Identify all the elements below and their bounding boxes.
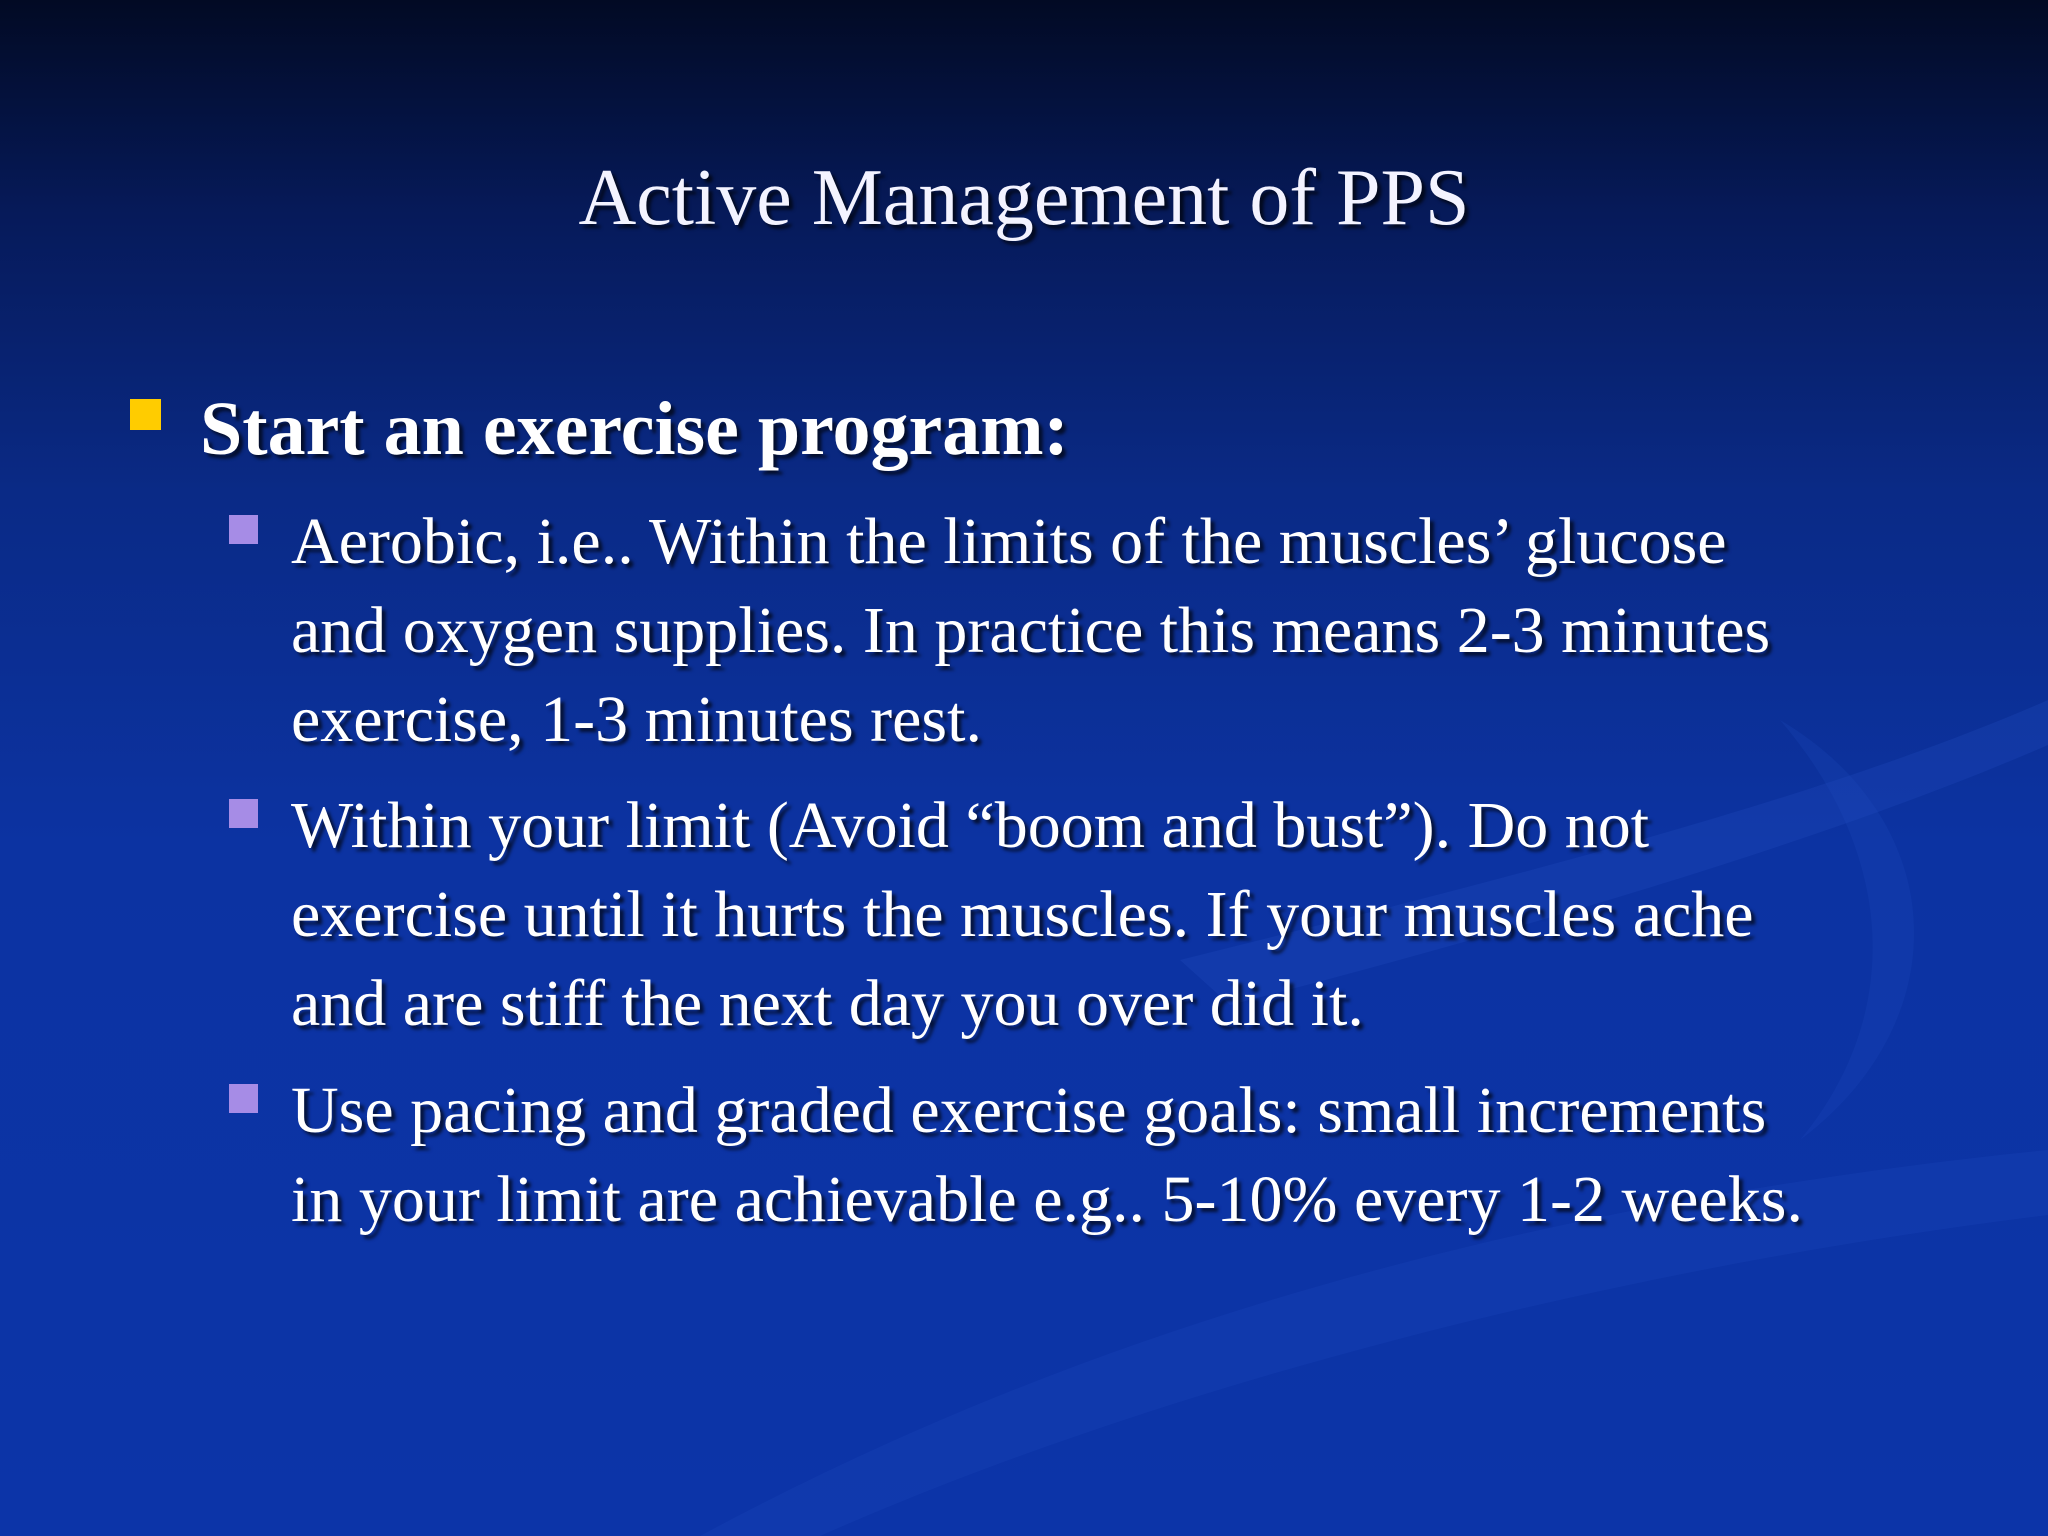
- purple-square-bullet-icon: [229, 799, 258, 828]
- purple-square-bullet-icon: [229, 515, 258, 544]
- slide-title: Active Management of PPS: [578, 154, 1470, 242]
- yellow-square-bullet-icon: [130, 399, 161, 430]
- purple-square-bullet-icon: [229, 1084, 258, 1113]
- sub-bullet-text: Aerobic, i.e.. Within the limits of the muscles’ glucose and oxygen supplies. In practice this means 2-3 minutes exercise, 1-3 minutes rest.: [291, 505, 1771, 756]
- main-bullet-text: Start an exercise program:: [200, 387, 1069, 471]
- sub-bullet-text: Use pacing and graded exercise goals: small increments in your limit are achievable e.g.. 5-10% every 1-2 weeks.: [291, 1074, 1803, 1236]
- sub-bullet-text: Within your limit (Avoid “boom and bust”). Do not exercise until it hurts the muscles. If your muscles ache and are stiff the next day you over did it.: [291, 789, 1754, 1040]
